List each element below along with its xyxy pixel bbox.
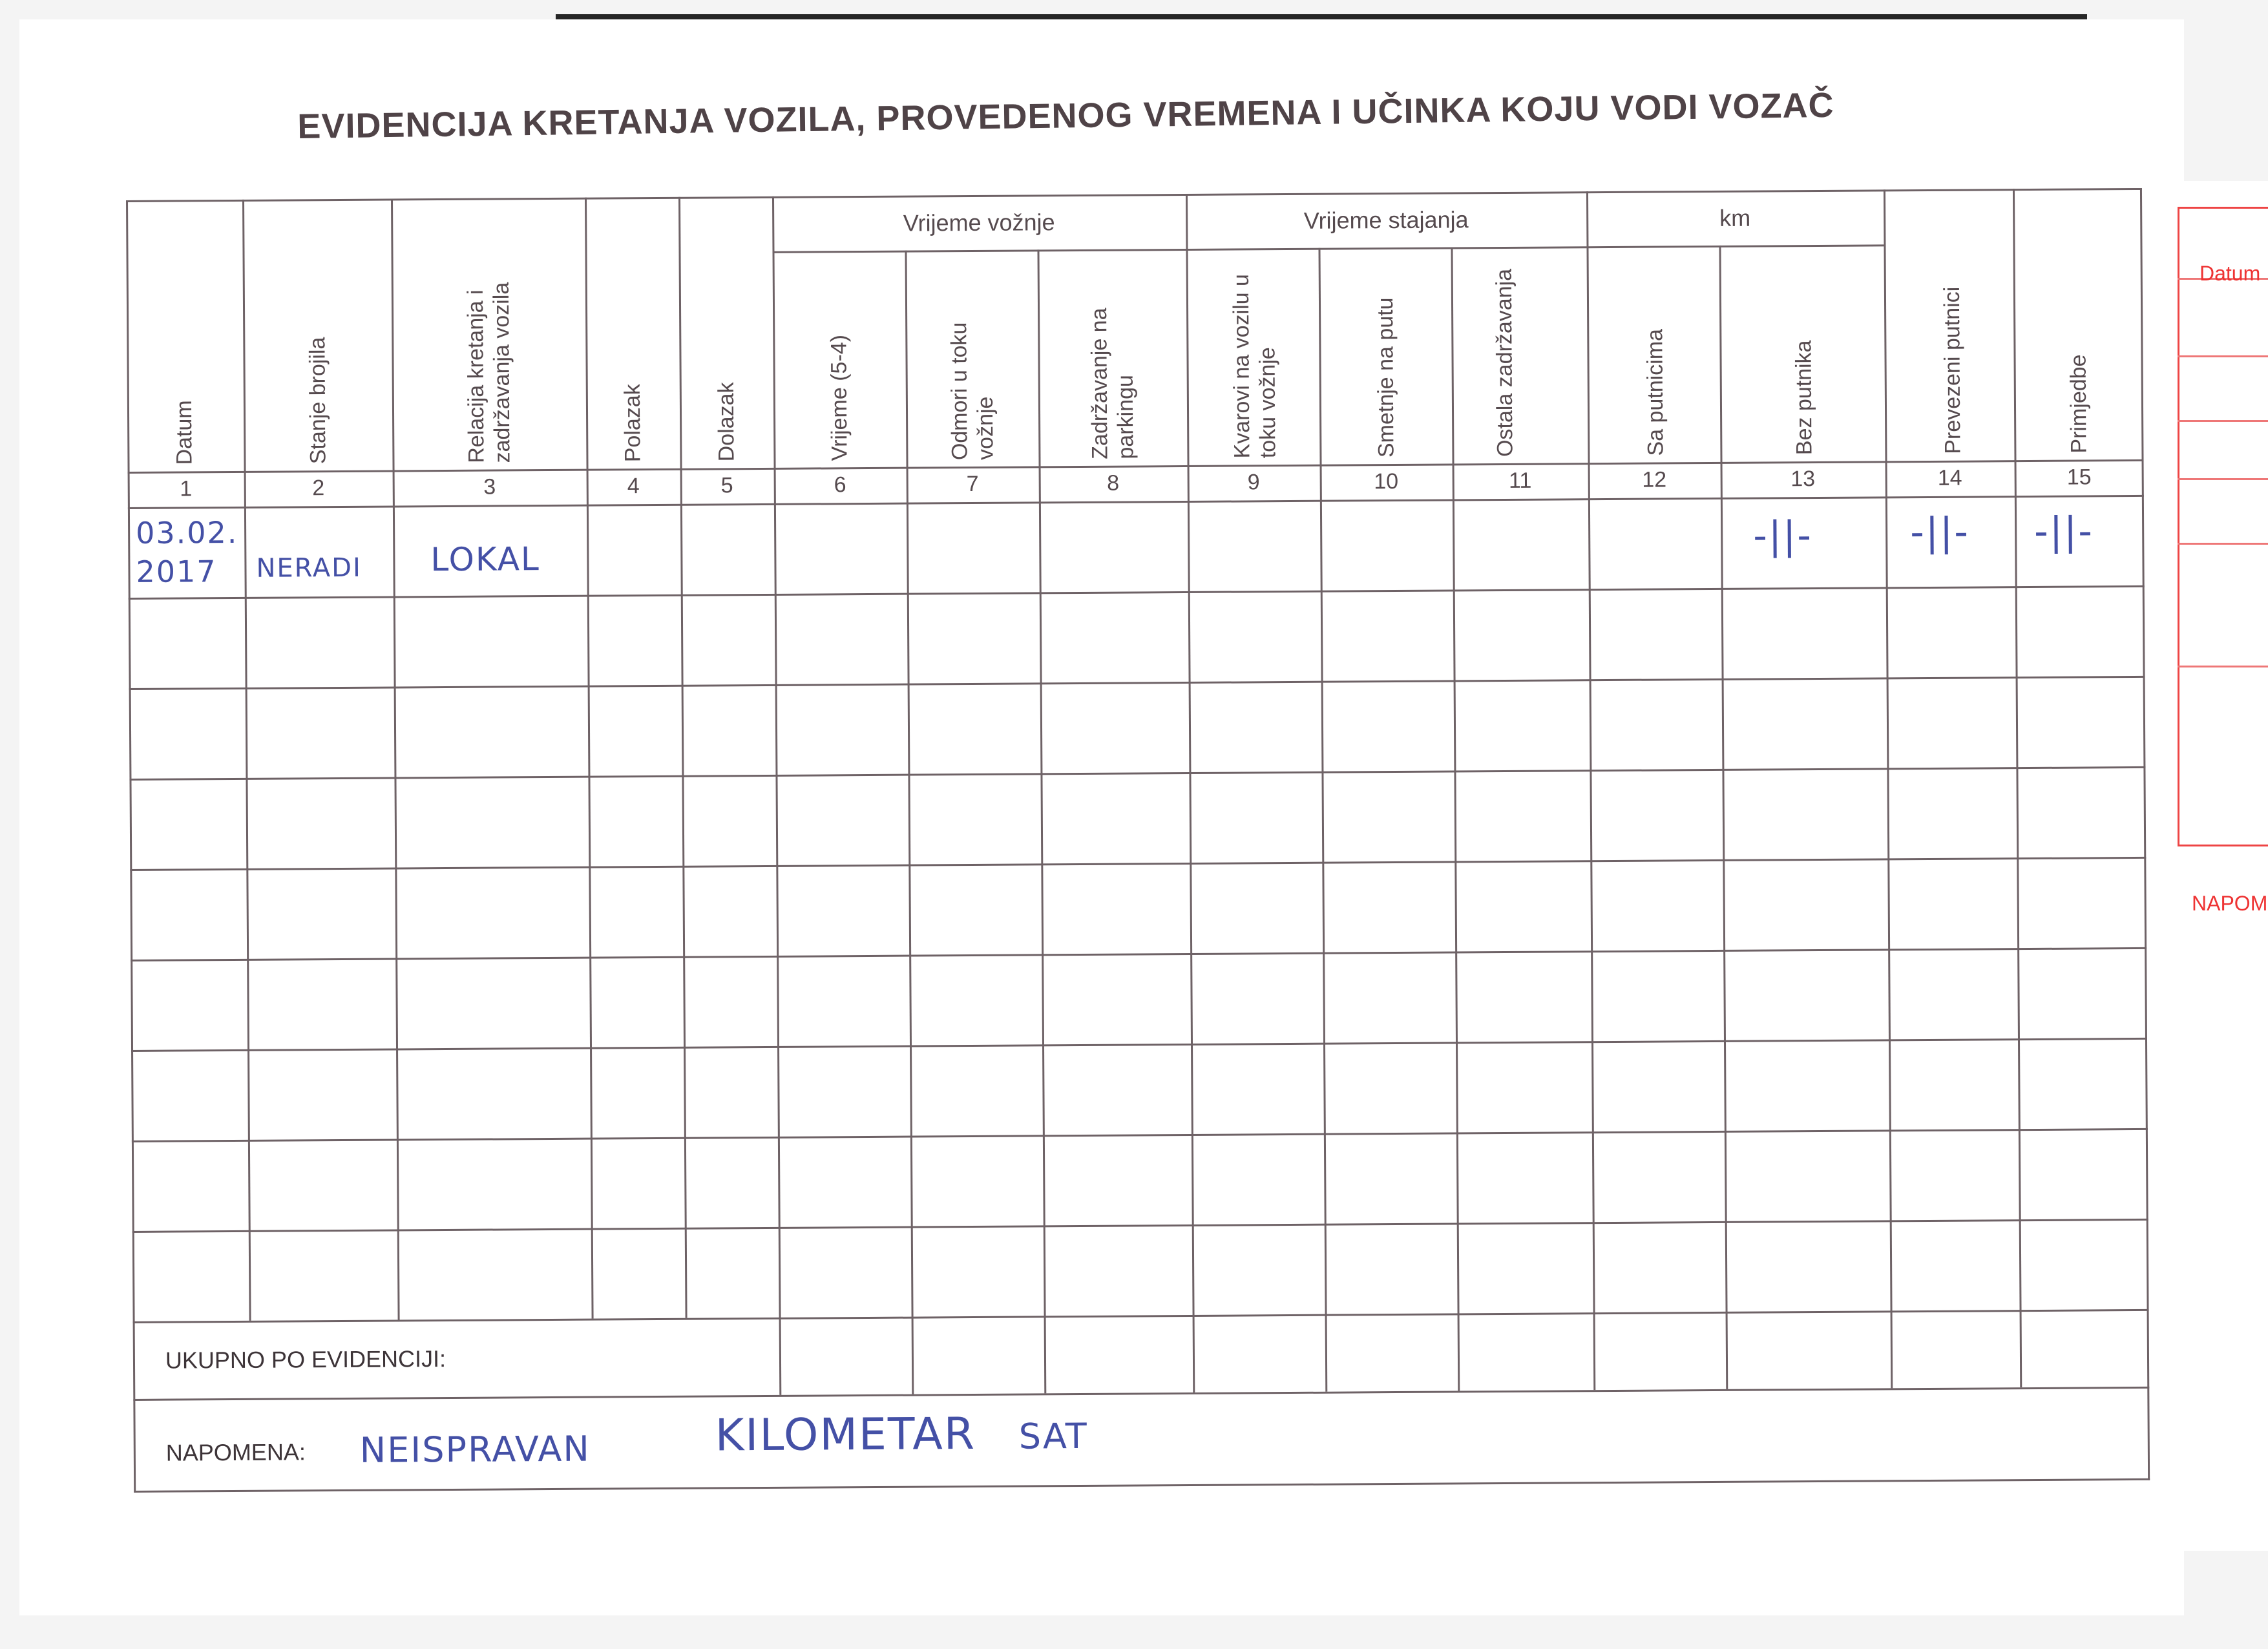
col-number: 10 [1374,468,1399,494]
group-divider-voznje [773,249,1186,253]
col-header-prevezeni-putnici: Prevezeni putnici [1939,286,1966,454]
page-title: EVIDENCIJA KRETANJA VOZILA, PROVEDENOG VREMENA I UČINKA KOJU VODI VOZAČ [297,85,1834,146]
col-number: 5 [720,473,733,498]
napomena-top-line [133,1387,2149,1401]
col-header-relacija: Relacija kretanja i zadržavanja vozila [463,282,515,463]
col-divider [1451,247,1460,1391]
entry-prevezeni-putnici: -||- [1909,509,1970,556]
facing-page [2171,181,2268,1551]
col-header-sa-putnicima: Sa putnicima [1643,328,1668,456]
col-divider [1719,246,1728,1389]
col-header-odmori: Odmori u toku vožnje [947,322,998,461]
facing-page-rule [2178,666,2268,667]
col-divider [772,196,781,1395]
row-line [131,1038,2147,1052]
col-divider [1586,191,1595,1390]
entry-relacija: LOKAL [430,540,540,579]
col-header-ostala-zadrzavanja: Ostala zadržavanja [1491,268,1518,457]
entry-datum-line1: 03.02. [135,514,238,551]
col-number: 7 [966,471,979,497]
col-header-vrijeme: Vrijeme (5-4) [826,334,852,461]
col-divider [1884,189,1893,1388]
facing-page-rule [2178,420,2268,422]
group-header-vrijeme-stajanja: Vrijeme stajanja [1303,206,1469,234]
facing-page-rule [2178,543,2268,545]
napomena-text-word: SAT [1018,1415,1088,1457]
facing-page-datum-label: Datum [2200,262,2261,285]
row-line [129,766,2145,781]
col-header-datum: Datum [171,400,197,465]
entry-stanje-brojila: NERADI [256,552,362,583]
napomena-text-word: KILOMETAR [715,1409,976,1462]
col-header-kvarovi: Kvarovi na vozilu u toku vožnje [1228,273,1281,459]
col-number: 3 [483,474,496,499]
col-header-polazak: Polazak [620,384,646,463]
facing-page-napomena-label: NAPOM [2192,892,2268,915]
group-header-km: km [1719,204,1751,231]
col-header-stanje-brojila: Stanje brojila [305,337,331,465]
col-number: 8 [1107,470,1120,496]
row-line [132,1219,2148,1233]
row-line [131,947,2147,961]
col-divider [678,197,688,1318]
group-divider-km [1586,244,1884,248]
group-header-vrijeme-voznje: Vrijeme vožnje [903,209,1055,236]
row-line [129,585,2145,600]
col-divider [1186,194,1195,1392]
col-divider [242,200,251,1321]
col-header-primjedbe: Primjedbe [2066,354,2092,454]
napomena-label: NAPOMENA: [165,1438,306,1466]
col-header-bez-putnika: Bez putnika [1791,340,1817,456]
col-number: 12 [1642,467,1667,492]
col-number: 4 [627,474,640,499]
col-divider [585,198,594,1319]
col-header-zadrzavanje-parking: Zadržavanje na parkingu [1087,308,1139,459]
col-number: 6 [834,472,846,498]
col-divider [1318,248,1327,1392]
col-number: 11 [1508,468,1532,493]
facing-page-rule [2178,355,2268,357]
row-line [130,857,2146,871]
entry-primjedbe: -||- [2033,509,2094,554]
col-number: 14 [1937,465,1962,490]
facing-page-rule [2178,478,2268,480]
totals-top-line [133,1309,2149,1323]
row-line [129,676,2145,690]
ukupno-label: UKUPNO PO EVIDENCIJI: [165,1345,446,1374]
col-header-dolazak: Dolazak [713,382,739,462]
col-number: 9 [1247,470,1260,495]
col-divider [1037,249,1046,1393]
col-divider [391,198,400,1319]
napomena-text-word: NEISPRAVAN [359,1428,591,1471]
col-number: 15 [2066,465,2092,490]
logbook-table [126,188,2150,1493]
entry-datum-line2: 2017 [136,554,217,589]
col-header-smetnje: Smetnje na putu [1372,297,1399,458]
col-number: 13 [1790,467,1816,492]
col-divider [905,251,914,1394]
row-line [132,1128,2148,1142]
group-divider-stajanja [1186,246,1586,251]
facing-page-table [2178,207,2268,846]
col-number: 2 [312,476,325,501]
col-divider [2013,189,2022,1387]
entry-bez-putnika: -||- [1753,513,1813,559]
col-number: 1 [180,476,193,501]
